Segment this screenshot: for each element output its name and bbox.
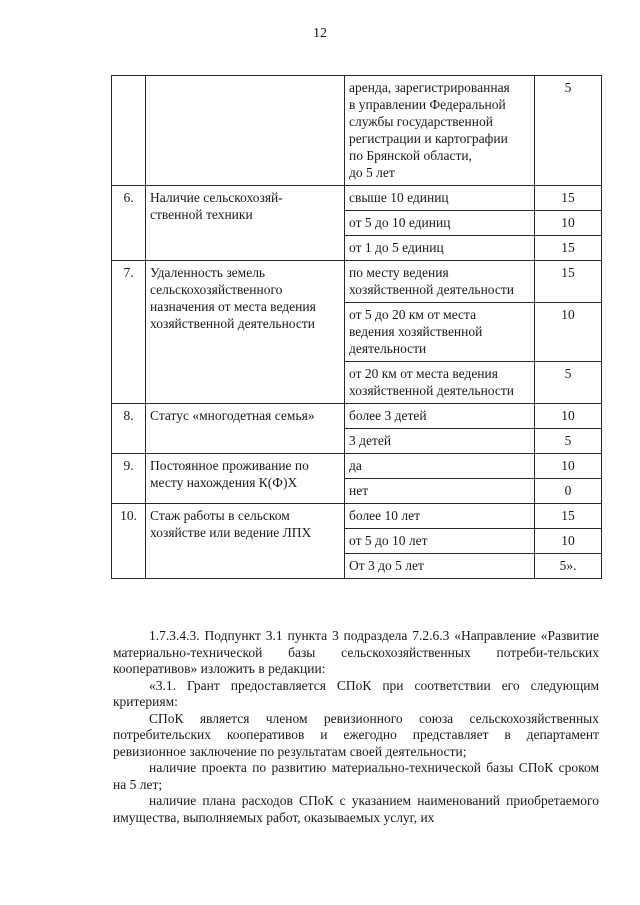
score-cell: 10: [535, 211, 602, 236]
score-cell: 5: [535, 76, 602, 186]
score-cell: 0: [535, 479, 602, 504]
row-number: 7.: [112, 261, 146, 404]
body-text: [113, 628, 599, 826]
criterion-cell: Статус «многодетная семья»: [146, 404, 345, 454]
condition-cell: от 5 до 10 лет: [345, 529, 535, 554]
row-number: [112, 76, 146, 186]
score-cell: 15: [535, 236, 602, 261]
condition-cell: более 3 детей: [345, 404, 535, 429]
score-cell: 15: [535, 504, 602, 529]
row-number: 9.: [112, 454, 146, 504]
paragraph-project: наличие проекта по развитию материально-технической базы СПоК сроком на 5 лет;: [113, 760, 599, 792]
score-cell: 5».: [535, 554, 602, 579]
criterion-cell: [146, 76, 345, 186]
condition-cell: от 1 до 5 единиц: [345, 236, 535, 261]
table-row: [112, 504, 602, 529]
condition-cell: от 5 до 10 единиц: [345, 211, 535, 236]
page-number: 12: [313, 26, 327, 41]
score-cell: 10: [535, 303, 602, 362]
score-cell: 15: [535, 186, 602, 211]
condition-cell: свыше 10 единиц: [345, 186, 535, 211]
table-row: [112, 186, 602, 211]
paragraph-audit-union: СПоК является членом ревизионного союза сельскохозяйственных потребительских кооперативов и ежегодно представляет в департамент ревизионное заключение по результатам своей деятельности;: [113, 710, 599, 759]
table-row: [112, 261, 602, 303]
condition-cell: по месту ведения хозяйственной деятельности: [345, 261, 535, 303]
table-row: [112, 76, 602, 186]
condition-cell: аренда, зарегистрированная в управлении Федеральной службы государственной регистрации и картографии по Брянской области, до 5 лет: [345, 76, 535, 186]
condition-cell: нет: [345, 479, 535, 504]
row-number: 6.: [112, 186, 146, 261]
paragraph-expense-plan: наличие плана расходов СПоК с указанием наименований приобретаемого имущества, выполняемых работ, оказываемых услуг, их: [113, 793, 599, 825]
score-cell: 10: [535, 404, 602, 429]
row-number: 8.: [112, 404, 146, 454]
score-cell: 5: [535, 362, 602, 404]
table-row: [112, 454, 602, 479]
criteria-table: [111, 75, 602, 579]
condition-cell: да: [345, 454, 535, 479]
criterion-cell: Стаж работы в сельском хозяйстве или ведение ЛПХ: [146, 504, 345, 579]
condition-cell: более 10 лет: [345, 504, 535, 529]
score-cell: 15: [535, 261, 602, 303]
condition-cell: От 3 до 5 лет: [345, 554, 535, 579]
score-cell: 10: [535, 529, 602, 554]
criterion-cell: Наличие сельскохозяй- ственной техники: [146, 186, 345, 261]
score-cell: 5: [535, 429, 602, 454]
criterion-cell: Постоянное проживание по месту нахождения К(Ф)Х: [146, 454, 345, 504]
criterion-cell: Удаленность земель сельскохозяйственного назначения от места ведения хозяйственной деятельности: [146, 261, 345, 404]
condition-cell: от 20 км от места ведения хозяйственной деятельности: [345, 362, 535, 404]
score-cell: 10: [535, 454, 602, 479]
condition-cell: от 5 до 20 км от места ведения хозяйственной деятельности: [345, 303, 535, 362]
paragraph-grant-criteria: «3.1. Грант предоставляется СПоК при соответствии его следующим критериям:: [113, 677, 599, 709]
row-number: 10.: [112, 504, 146, 579]
table-row: [112, 404, 602, 429]
condition-cell: 3 детей: [345, 429, 535, 454]
paragraph-amendment: 1.7.3.4.3. Подпункт 3.1 пункта 3 подраздела 7.2.6.3 «Направление «Развитие материально-технической базы сельскохозяйственных потреби-тельских кооперативов» изложить в редакции:: [113, 628, 599, 676]
